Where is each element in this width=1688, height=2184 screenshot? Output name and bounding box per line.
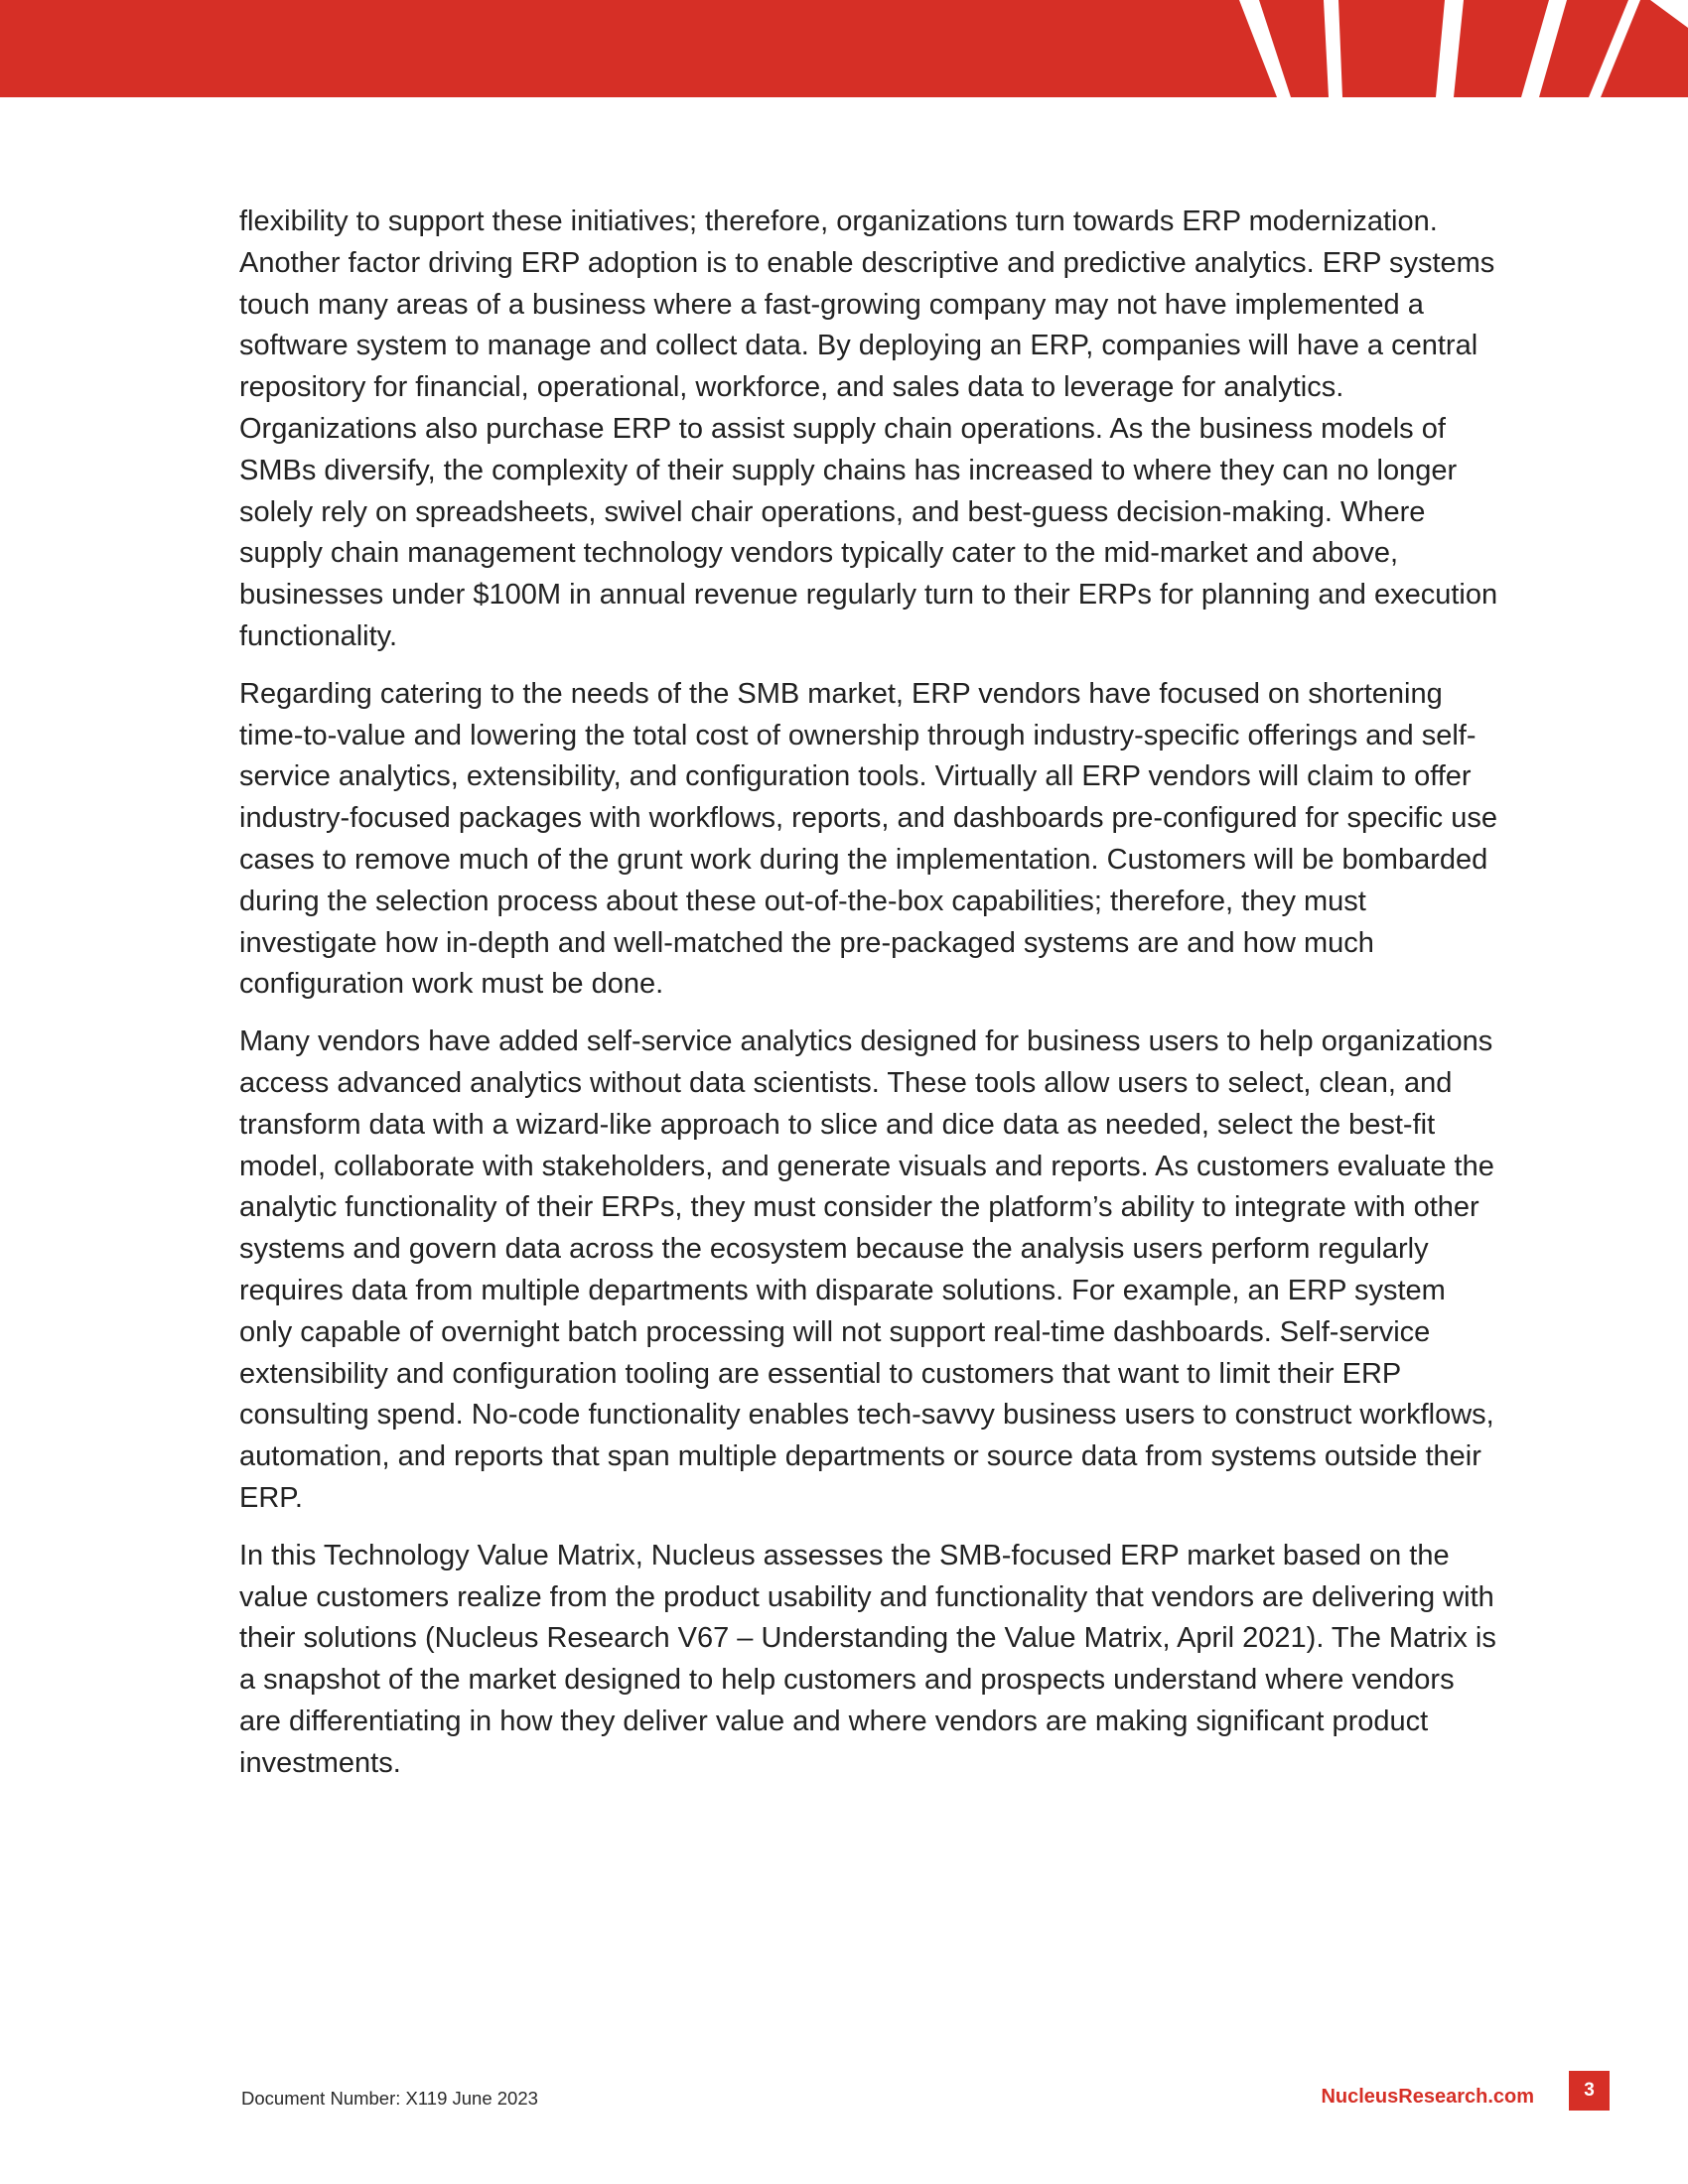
main-content: [239, 202, 1498, 1800]
page-number-badge: [1569, 2071, 1610, 2111]
body-paragraph-3: Many vendors have added self-service analytics designed for business users to help organizations access advanced analytics without data scientists. These tools allow users to select, clean, and transform data with a wizard-like approach to slice and dice data as needed, select the best-fit model, collaborate with stakeholders, and generate visuals and reports. As customers evaluate the analytic functionality of their ERPs, they must consider the platform’s ability to integrate with other systems and govern data across the ecosystem because the analysis users perform regularly requires data from multiple departments with disparate solutions. For example, an ERP system only capable of overnight batch processing will not support real-time dashboards. Self-service extensibility and configuration tooling are essential to customers that want to limit their ERP consulting spend. No-code functionality enables tech-savvy business users to construct workflows, automation, and reports that span multiple departments or source data from systems outside their ERP.: [239, 1025, 1494, 1514]
site-link[interactable]: NucleusResearch.com: [1321, 2086, 1534, 2108]
body-paragraph-1: flexibility to support these initiatives; therefore, organizations turn towards ERP modernization. Another factor driving ERP adoption is to enable descriptive and predictive analytics. ERP systems touch many areas of a business where a fast-growing company may not have implemented a software system to manage and collect data. By deploying an ERP, companies will have a central repository for financial, operational, workforce, and sales data to leverage for analytics. Organizations also purchase ERP to assist supply chain operations. As the business models of SMBs diversify, the complexity of their supply chains has increased to where they can no longer solely rely on spreadsheets, swivel chair operations, and best-guess decision-making. Where supply chain management technology vendors typically cater to the mid-market and above, businesses under $100M in annual revenue regularly turn to their ERPs for planning and execution functionality.: [239, 205, 1498, 652]
page-footer: [0, 2065, 1688, 2124]
header-logo-stripes: [0, 0, 1688, 97]
body-paragraph-4: In this Technology Value Matrix, Nucleus assesses the SMB-focused ERP market based on the value customers realize from the product usability and functionality that vendors are delivering with their solutions (Nucleus Research V67 – Understanding the Value Matrix, April 2021). The Matrix is a snapshot of the market designed to help customers and prospects understand where vendors are differentiating in how they deliver value and where vendors are making significant product investments.: [239, 1539, 1496, 1779]
body-paragraph-2: Regarding catering to the needs of the SMB market, ERP vendors have focused on shortening time-to-value and lowering the total cost of ownership through industry-specific offerings and self-service analytics, extensibility, and configuration tools. Virtually all ERP vendors will claim to offer industry-focused packages with workflows, reports, and dashboards pre-configured for specific use cases to remove much of the grunt work during the implementation. Customers will be bombarded during the selection process about these out-of-the-box capabilities; therefore, they must investigate how in-depth and well-matched the pre-packaged systems are and how much configuration work must be done.: [239, 677, 1497, 1001]
document-number: Document Number: X119 June 2023: [241, 2088, 538, 2109]
header-band: [0, 0, 1688, 97]
page-number: 3: [1584, 2080, 1595, 2101]
